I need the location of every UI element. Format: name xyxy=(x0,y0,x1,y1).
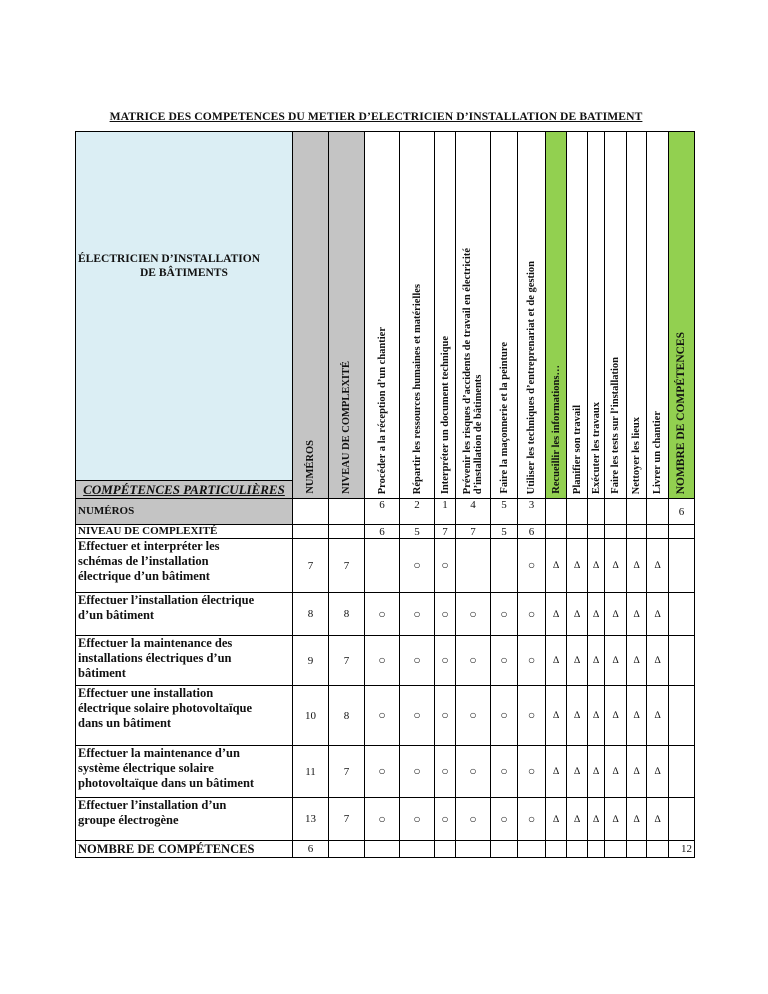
matrix-cell xyxy=(365,841,400,858)
matrix-cell: ○ xyxy=(400,798,435,841)
matrix-cell: ∆ xyxy=(588,593,605,636)
matrix-cell: ∆ xyxy=(588,539,605,593)
matrix-cell xyxy=(329,499,365,525)
matrix-cell: 5 xyxy=(491,525,518,539)
matrix-cell: ○ xyxy=(400,636,435,686)
matrix-cell: ○ xyxy=(491,798,518,841)
matrix-cell: ∆ xyxy=(647,636,669,686)
row-label-text: Effectuer la maintenance d’un xyxy=(78,746,240,760)
matrix-cell: ∆ xyxy=(605,636,627,686)
table-row xyxy=(76,636,695,686)
matrix-cell: ∆ xyxy=(605,539,627,593)
matrix-cell: 7 xyxy=(329,636,365,686)
matrix-cell: ○ xyxy=(491,746,518,798)
matrix-cell: ∆ xyxy=(605,746,627,798)
table-row xyxy=(76,686,695,746)
matrix-cell: ∆ xyxy=(627,746,647,798)
row-label: NOMBRE DE COMPÉTENCES xyxy=(76,841,293,858)
column-header xyxy=(546,132,567,499)
matrix-cell xyxy=(400,841,435,858)
matrix-cell xyxy=(669,686,695,746)
matrix-cell: 7 xyxy=(329,798,365,841)
column-header-text: Procéder a la réception d’un chantier xyxy=(376,326,388,494)
matrix-cell: 3 xyxy=(518,499,546,525)
column-header-label xyxy=(676,332,687,494)
column-header-label xyxy=(652,411,663,494)
matrix-cell: ∆ xyxy=(647,686,669,746)
matrix-cell xyxy=(669,539,695,593)
matrix-cell: ∆ xyxy=(588,798,605,841)
matrix-cell: ○ xyxy=(518,746,546,798)
matrix-cell: ○ xyxy=(365,686,400,746)
column-header-text: NIVEAU DE COMPLEXITÉ xyxy=(341,360,352,494)
matrix-cell: ∆ xyxy=(567,746,588,798)
column-header xyxy=(435,132,456,499)
matrix-cell: ∆ xyxy=(627,593,647,636)
column-header-label xyxy=(631,417,642,494)
matrix-cell: ○ xyxy=(456,686,491,746)
row-label-text: schémas de l’installation xyxy=(78,554,209,568)
matrix-cell xyxy=(546,525,567,539)
matrix-cell: 11 xyxy=(293,746,329,798)
column-header xyxy=(627,132,647,499)
column-header xyxy=(605,132,627,499)
matrix-cell: ○ xyxy=(518,539,546,593)
matrix-cell: ∆ xyxy=(627,686,647,746)
matrix-cell: 10 xyxy=(293,686,329,746)
matrix-cell: ○ xyxy=(456,636,491,686)
column-header-text: Répartir les ressources humaines et matérielles xyxy=(411,283,423,494)
column-header xyxy=(365,132,400,499)
matrix-cell: ○ xyxy=(456,798,491,841)
matrix-cell: ○ xyxy=(365,593,400,636)
matrix-cell: 9 xyxy=(293,636,329,686)
row-label xyxy=(76,746,293,798)
matrix-cell: ○ xyxy=(400,539,435,593)
matrix-cell xyxy=(567,499,588,525)
matrix-cell: 6 xyxy=(293,841,329,858)
table-row xyxy=(76,746,695,798)
column-header-text: Faire les tests sur l’installation xyxy=(610,357,621,494)
row-label: NUMÉROS xyxy=(76,499,293,525)
row-label-text: dans un bâtiment xyxy=(78,716,172,730)
row-label-text: Effectuer une installation xyxy=(78,686,214,700)
matrix-cell: 6 xyxy=(365,499,400,525)
matrix-cell: ∆ xyxy=(546,593,567,636)
matrix-cell: 6 xyxy=(365,525,400,539)
matrix-cell: ∆ xyxy=(546,746,567,798)
matrix-cell xyxy=(605,525,627,539)
matrix-cell: ∆ xyxy=(627,539,647,593)
trade-title-line: ÉLECTRICIEN D’INSTALLATION xyxy=(78,253,261,265)
matrix-cell xyxy=(669,636,695,686)
matrix-cell: ○ xyxy=(435,686,456,746)
column-header xyxy=(669,132,695,499)
table-row xyxy=(76,499,695,525)
matrix-cell: 5 xyxy=(400,525,435,539)
matrix-cell: ∆ xyxy=(567,798,588,841)
column-header-label xyxy=(551,365,562,494)
column-header xyxy=(400,132,435,499)
trade-title xyxy=(78,252,260,280)
matrix-cell: ○ xyxy=(491,686,518,746)
column-header xyxy=(647,132,669,499)
matrix-cell: ○ xyxy=(435,636,456,686)
matrix-cell: ∆ xyxy=(567,686,588,746)
matrix-cell: ∆ xyxy=(567,539,588,593)
matrix-cell: ○ xyxy=(491,593,518,636)
column-header xyxy=(329,132,365,499)
column-header-text: d’installation de bâtiments xyxy=(473,374,484,494)
matrix-cell: ∆ xyxy=(567,636,588,686)
matrix-cell: ∆ xyxy=(647,539,669,593)
row-label-text: Effectuer la maintenance des xyxy=(78,636,233,650)
matrix-cell: ○ xyxy=(518,636,546,686)
column-header-text: Interpréter un document technique xyxy=(439,335,451,494)
column-header-text: Nettoyer les lieux xyxy=(631,416,642,494)
row-label-text: électrique d’un bâtiment xyxy=(78,569,210,583)
column-header-label xyxy=(341,361,352,494)
matrix-cell: ∆ xyxy=(567,593,588,636)
table-row xyxy=(76,798,695,841)
row-label xyxy=(76,686,293,746)
row-label-text: Effectuer et interpréter les xyxy=(78,539,220,553)
page-title: MATRICE DES COMPETENCES DU METIER D’ELECTRICIEN D’INSTALLATION DE BATIMENT xyxy=(109,110,643,123)
matrix-cell xyxy=(647,499,669,525)
column-header-label xyxy=(499,342,510,494)
matrix-cell: 8 xyxy=(329,593,365,636)
matrix-cell: ○ xyxy=(518,798,546,841)
matrix-cell: ∆ xyxy=(627,798,647,841)
column-header-text: Recueillir les informations… xyxy=(550,365,562,494)
row-label-text: photovoltaïque dans un bâtiment xyxy=(78,776,255,790)
row-label-text: installations électriques d’un xyxy=(78,651,232,665)
corner-cell xyxy=(76,132,293,499)
matrix-cell: ∆ xyxy=(647,593,669,636)
matrix-cell: ∆ xyxy=(605,593,627,636)
matrix-cell: ○ xyxy=(365,746,400,798)
matrix-cell: ○ xyxy=(518,593,546,636)
matrix-cell: 7 xyxy=(456,525,491,539)
matrix-cell: ○ xyxy=(435,539,456,593)
matrix-cell xyxy=(491,841,518,858)
matrix-cell: 5 xyxy=(491,499,518,525)
matrix-cell: ∆ xyxy=(546,686,567,746)
matrix-cell: 2 xyxy=(400,499,435,525)
column-header-text: Planifier son travail xyxy=(571,404,583,494)
matrix-cell: 6 xyxy=(669,499,695,525)
competence-matrix xyxy=(75,131,695,858)
matrix-cell xyxy=(567,841,588,858)
column-header-label xyxy=(305,440,316,494)
column-header xyxy=(567,132,588,499)
row-label-text: Effectuer l’installation d’un xyxy=(78,798,227,812)
matrix-cell xyxy=(491,539,518,593)
matrix-cell xyxy=(669,746,695,798)
matrix-cell: ∆ xyxy=(647,798,669,841)
column-header-label xyxy=(412,284,423,494)
matrix-cell xyxy=(647,841,669,858)
matrix-cell: 4 xyxy=(456,499,491,525)
matrix-cell xyxy=(627,525,647,539)
matrix-cell: ○ xyxy=(400,686,435,746)
column-header-label xyxy=(462,248,484,494)
matrix-cell: ○ xyxy=(400,593,435,636)
column-header-label xyxy=(526,261,537,494)
matrix-cell xyxy=(627,841,647,858)
matrix-cell xyxy=(546,499,567,525)
row-label: NIVEAU DE COMPLEXITÉ xyxy=(76,525,293,539)
column-header xyxy=(456,132,491,499)
matrix-cell: 6 xyxy=(518,525,546,539)
row-label xyxy=(76,636,293,686)
column-header-text: Faire la maçonnerie et la peinture xyxy=(498,342,510,494)
column-header-label xyxy=(610,357,621,494)
matrix-cell xyxy=(293,499,329,525)
matrix-cell xyxy=(647,525,669,539)
matrix-cell: ○ xyxy=(518,686,546,746)
matrix-cell: ∆ xyxy=(588,746,605,798)
matrix-cell: 12 xyxy=(669,841,695,858)
table-row xyxy=(76,539,695,593)
matrix-cell xyxy=(435,841,456,858)
matrix-cell xyxy=(456,841,491,858)
matrix-cell xyxy=(518,841,546,858)
matrix-cell: ○ xyxy=(365,798,400,841)
column-header-text: Prévenir les risques d’accidents de travail en électricité xyxy=(462,247,473,494)
column-header xyxy=(491,132,518,499)
row-label-text: électrique solaire photovoltaïque xyxy=(78,701,253,715)
matrix-cell: ∆ xyxy=(546,798,567,841)
column-header-text: NUMÉROS xyxy=(305,440,316,494)
trade-title-line: DE BÂTIMENTS xyxy=(140,267,228,279)
matrix-cell: 7 xyxy=(329,539,365,593)
matrix-cell: ○ xyxy=(491,636,518,686)
matrix-cell: 7 xyxy=(435,525,456,539)
column-header-label xyxy=(572,405,583,494)
column-header xyxy=(293,132,329,499)
row-label-text: bâtiment xyxy=(78,666,126,680)
matrix-cell: ○ xyxy=(435,746,456,798)
row-label xyxy=(76,539,293,593)
matrix-cell: ∆ xyxy=(588,686,605,746)
matrix-cell: ∆ xyxy=(647,746,669,798)
column-header-text: Utiliser les techniques d’entreprenariat et de gestion xyxy=(526,260,537,494)
matrix-cell xyxy=(365,539,400,593)
matrix-cell: 1 xyxy=(435,499,456,525)
matrix-cell: ∆ xyxy=(546,539,567,593)
matrix-cell: ∆ xyxy=(605,798,627,841)
matrix-cell xyxy=(567,525,588,539)
matrix-cell: ∆ xyxy=(627,636,647,686)
matrix-cell: ○ xyxy=(456,746,491,798)
column-header-label xyxy=(440,336,451,494)
table-row xyxy=(76,525,695,539)
matrix-cell: 8 xyxy=(293,593,329,636)
matrix-cell xyxy=(627,499,647,525)
header-row xyxy=(76,132,695,499)
matrix-cell xyxy=(605,499,627,525)
particular-competences-label: COMPÉTENCES PARTICULIÈRES xyxy=(76,480,292,498)
matrix-cell xyxy=(329,525,365,539)
matrix-cell: ○ xyxy=(400,746,435,798)
row-label-text: d’un bâtiment xyxy=(78,608,155,622)
matrix-cell: ○ xyxy=(435,798,456,841)
matrix-cell xyxy=(669,593,695,636)
row-label-text: Effectuer l’installation électrique xyxy=(78,593,255,607)
matrix-cell: 13 xyxy=(293,798,329,841)
matrix-cell xyxy=(605,841,627,858)
table-row xyxy=(76,841,695,858)
matrix-cell xyxy=(669,798,695,841)
column-header-text: NOMBRE DE COMPÉTENCES xyxy=(675,331,687,494)
row-label xyxy=(76,593,293,636)
matrix-cell: 7 xyxy=(329,746,365,798)
matrix-cell xyxy=(588,525,605,539)
matrix-cell xyxy=(546,841,567,858)
row-label xyxy=(76,798,293,841)
column-header-label xyxy=(591,402,602,494)
row-label-text: système électrique solaire xyxy=(78,761,214,775)
matrix-cell: 7 xyxy=(293,539,329,593)
matrix-cell xyxy=(669,525,695,539)
matrix-cell xyxy=(588,499,605,525)
matrix-cell: ∆ xyxy=(605,686,627,746)
matrix-cell: ○ xyxy=(365,636,400,686)
row-label-text: groupe électrogène xyxy=(78,813,179,827)
matrix-cell: ∆ xyxy=(546,636,567,686)
matrix-cell: ○ xyxy=(435,593,456,636)
table-row xyxy=(76,593,695,636)
column-header xyxy=(588,132,605,499)
matrix-cell xyxy=(293,525,329,539)
matrix-cell xyxy=(329,841,365,858)
column-header-label xyxy=(377,327,388,494)
column-header xyxy=(518,132,546,499)
matrix-cell: ∆ xyxy=(588,636,605,686)
matrix-cell: 8 xyxy=(329,686,365,746)
column-header-text: Exécuter les travaux xyxy=(590,402,602,494)
column-header-text: Livrer un chantier xyxy=(652,410,663,494)
matrix-cell xyxy=(588,841,605,858)
matrix-cell: ○ xyxy=(456,593,491,636)
matrix-cell xyxy=(456,539,491,593)
